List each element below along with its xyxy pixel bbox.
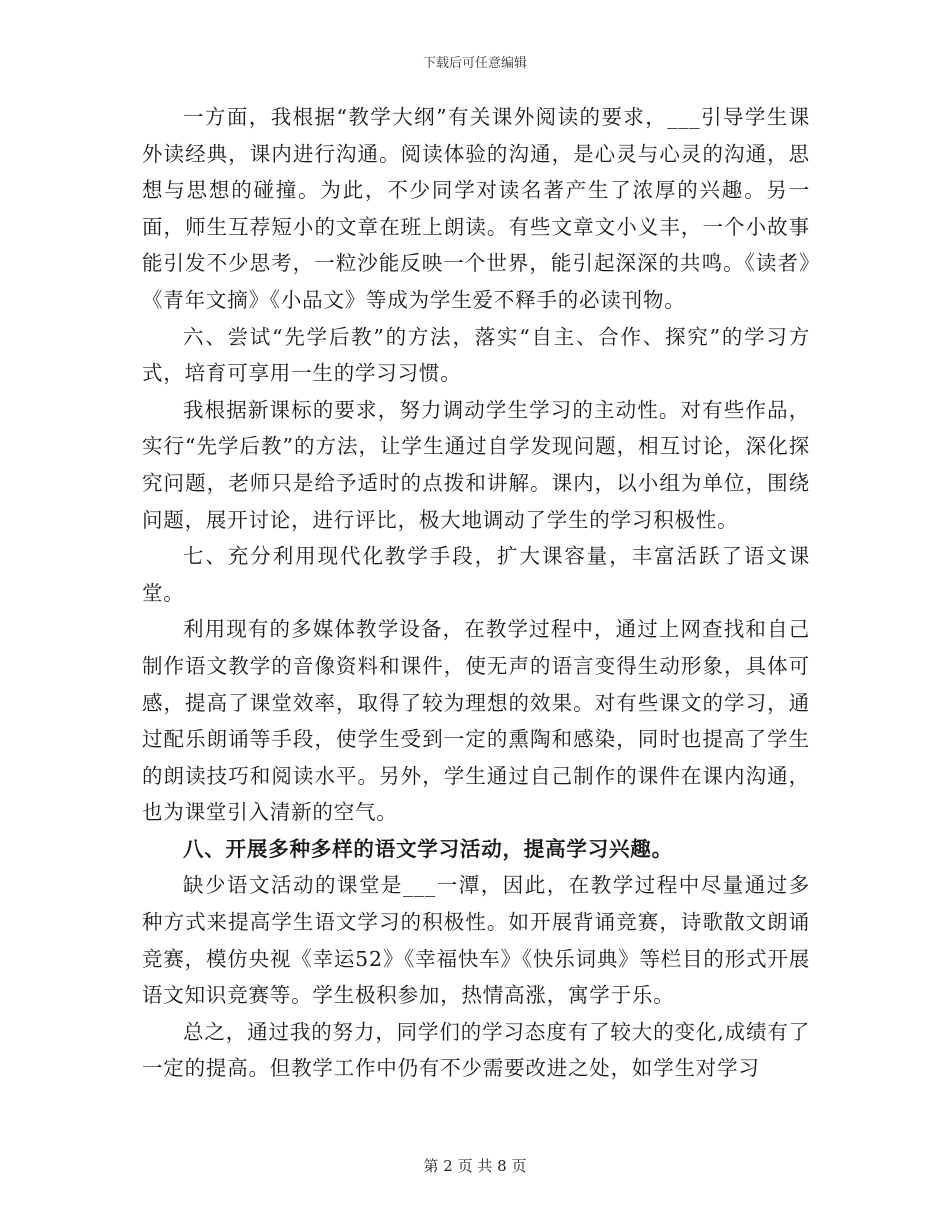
page-number-footer: 第 2 页 共 8 页 <box>423 1157 527 1175</box>
paragraph-summary: 总之，通过我的努力，同学们的学习态度有了较大的变化,成绩有了一定的提高。但教学工作中仍有不少需要改进之处，如学生对学习 <box>142 1019 810 1081</box>
page-header: 下载后可任意编辑 <box>422 56 527 71</box>
paragraph-section-six-body: 我根据新课标的要求，努力调动学生学习的主动性。对有些作品，实行“先学后教”的方法，让学生通过自学发现问题，相互讨论，深化探究问题，老师只是给予适时的点拨和讲解。课内，以小组为单位，围绕问题，展开讨论，进行评比，极大地调动了学生的学习积极性。 <box>142 397 810 532</box>
paragraph-section-six-heading: 六、尝试“先学后教”的方法，落实“自主、合作、探究”的学习方式，培育可享用一生的学习习惯。 <box>142 324 810 386</box>
paragraph-section-eight-heading: 八、开展多种多样的语文学习活动，提高学习兴趣。 <box>183 836 673 861</box>
paragraph-section-seven-body: 利用现有的多媒体教学设备，在教学过程中，通过上网查找和自己制作语文教学的音像资料和课件，使无声的语言变得生动形象，具体可感，提高了课堂效率，取得了较为理想的效果。对有些课文的学习，通过配乐朗诵等手段，使学生受到一定的熏陶和感染，同时也提高了学生的朗读技巧和阅读水平。另外，学生通过自己制作的课件在课内沟通，也为课堂引入清新的空气。 <box>142 617 810 825</box>
paragraph-reading-exchange: 一方面，我根据“教学大纲”有关课外阅读的要求，___引导学生课外读经典，课内进行沟通。阅读体验的沟通，是心灵与心灵的沟通，思想与思想的碰撞。为此，不少同学对读名著产生了浓厚的兴趣。另一面，师生互荐短小的文章在班上朗读。有些文章文小义丰，一个小故事能引发不少思考，一粒沙能反映一个世界，能引起深深的共鸣。《读者》《青年文摘》《小品文》等成为学生爱不释手的必读刊物。 <box>142 105 810 312</box>
paragraph-section-seven-heading: 七、充分利用现代化教学手段，扩大课容量，丰富活跃了语文课堂。 <box>142 544 810 605</box>
document-body <box>142 99 810 1087</box>
paragraph-section-eight-body: 缺少语文活动的课堂是___一潭，因此，在教学过程中尽量通过多种方式来提高学生语文学习的积极性。如开展背诵竞赛，诗歌散文朗诵竞赛，模仿央视《幸运52》《幸福快车》《快乐词典》等栏目的形式开展语文知识竞赛等。学生极积参加，热情高涨，寓学于乐。 <box>142 873 810 1008</box>
